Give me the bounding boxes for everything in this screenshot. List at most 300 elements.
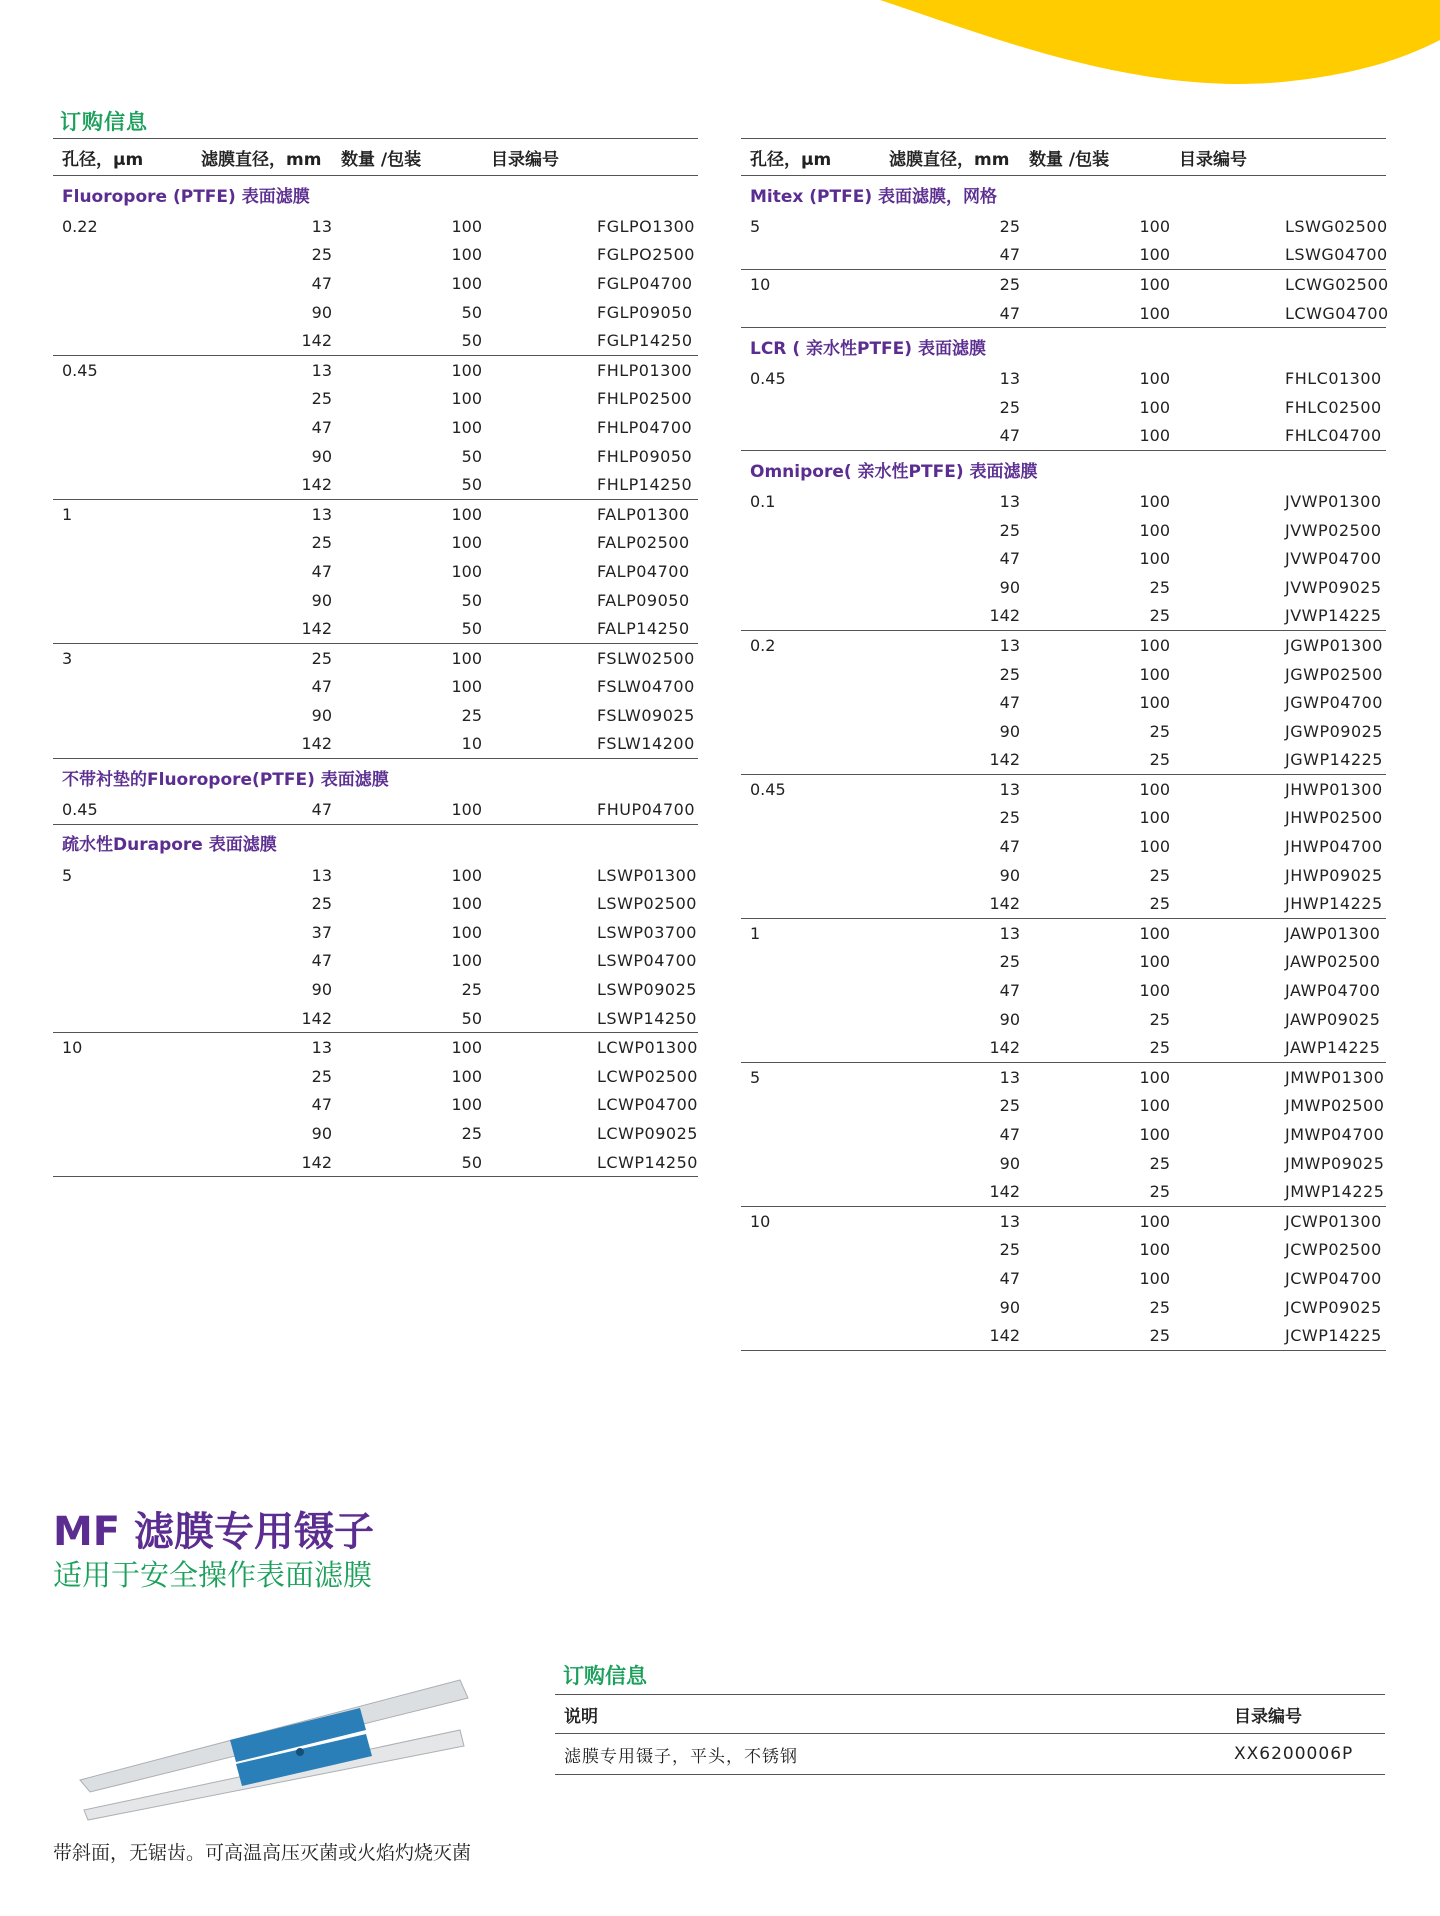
catalog-number-cell: JVWP02500 <box>1285 520 1382 540</box>
diameter-cell: 142 <box>192 1148 332 1177</box>
table-row <box>53 529 698 558</box>
table-row <box>53 1004 698 1033</box>
table-row <box>741 487 1386 516</box>
pore-size-cell: 10 <box>62 1038 83 1058</box>
table-row <box>53 730 698 759</box>
quantity-cell: 50 <box>461 302 482 322</box>
header-pore: 孔径，μm <box>741 139 880 176</box>
pore-size-cell <box>53 889 192 918</box>
quantity-cell: 100 <box>1139 397 1170 417</box>
diameter-cell: 13 <box>999 779 1020 799</box>
table-row <box>53 1091 698 1120</box>
diameter-cell: 13 <box>999 1211 1020 1231</box>
quantity-cell: 100 <box>1139 981 1170 1001</box>
quantity-cell: 100 <box>451 245 482 265</box>
diameter-cell: 25 <box>311 533 332 553</box>
quantity-cell: 100 <box>1020 299 1170 328</box>
table-row <box>741 717 1386 746</box>
table-row <box>741 212 1386 241</box>
diameter-cell: 90 <box>999 1009 1020 1029</box>
table-row <box>741 1063 1386 1092</box>
pore-size-cell <box>741 602 880 631</box>
pore-size-cell <box>741 1149 880 1178</box>
tweezer-description: 滤膜专用镊子，平头，不锈钢 <box>555 1734 1225 1775</box>
table-row <box>741 1033 1386 1062</box>
table-row <box>741 1321 1386 1350</box>
pore-size-cell <box>741 1293 880 1322</box>
catalog-number-cell: JAWP14225 <box>1170 1033 1386 1062</box>
pore-size-cell <box>53 413 192 442</box>
pore-size-cell: 0.1 <box>750 491 776 511</box>
pore-size-cell <box>53 975 192 1004</box>
pore-size-cell <box>741 299 880 328</box>
quantity-cell: 100 <box>451 273 482 293</box>
pore-size-cell: 0.45 <box>750 369 786 389</box>
pore-size-cell: 1 <box>750 923 761 943</box>
pore-size-cell <box>53 1148 192 1177</box>
quantity-cell: 100 <box>451 922 482 942</box>
table-row <box>53 1119 698 1148</box>
quantity-cell: 25 <box>461 980 482 1000</box>
left-table-column <box>53 138 698 1177</box>
diameter-cell: 47 <box>311 273 332 293</box>
catalog-number-cell: LCWP01300 <box>597 1038 698 1058</box>
header-diameter: 滤膜直径，mm <box>880 139 1020 176</box>
diameter-cell: 142 <box>192 730 332 759</box>
table-row <box>741 919 1386 948</box>
catalog-number-cell: FALP14250 <box>482 614 698 643</box>
diameter-cell: 90 <box>311 446 332 466</box>
catalog-number-cell: JCWP14225 <box>1170 1321 1386 1350</box>
quantity-cell: 100 <box>1139 952 1170 972</box>
catalog-number-cell: FSLW14200 <box>482 730 698 759</box>
diameter-cell: 142 <box>192 326 332 355</box>
right-order-table <box>741 138 1389 1351</box>
catalog-number-cell: JCWP09025 <box>1285 1297 1382 1317</box>
diameter-cell: 142 <box>880 602 1020 631</box>
diameter-cell: 90 <box>999 865 1020 885</box>
pore-size-cell <box>741 1264 880 1293</box>
table-row <box>741 516 1386 545</box>
quantity-cell: 100 <box>451 1066 482 1086</box>
left-order-table <box>53 138 698 1177</box>
catalog-number-cell: JGWP01300 <box>1285 635 1383 655</box>
diameter-cell: 47 <box>311 561 332 581</box>
quantity-cell: 100 <box>451 561 482 581</box>
quantity-cell: 25 <box>1020 889 1170 918</box>
product-family-row <box>741 176 1386 213</box>
quantity-cell: 25 <box>1020 1321 1170 1350</box>
table-row <box>741 241 1386 270</box>
quantity-cell: 100 <box>1139 779 1170 799</box>
pore-size-cell <box>53 470 192 499</box>
diameter-cell: 90 <box>311 1124 332 1144</box>
header-diameter: 滤膜直径，mm <box>192 139 332 176</box>
catalog-number-cell: FHLP14250 <box>482 470 698 499</box>
diameter-cell: 25 <box>999 952 1020 972</box>
product-family-name: 不带衬垫的Fluoropore(PTFE) 表面滤膜 <box>53 759 698 796</box>
quantity-cell: 25 <box>1149 865 1170 885</box>
quantity-cell: 100 <box>451 417 482 437</box>
product-family-name: LCR ( 亲水性PTFE) 表面滤膜 <box>741 328 1386 365</box>
catalog-number-cell: JGWP02500 <box>1285 664 1383 684</box>
table-row <box>53 470 698 499</box>
order-info-heading: 订购信息 <box>60 110 148 134</box>
diameter-cell: 47 <box>999 837 1020 857</box>
quantity-cell: 25 <box>1020 1033 1170 1062</box>
catalog-number-cell: FHUP04700 <box>482 795 698 824</box>
catalog-number-cell: JMWP14225 <box>1170 1177 1386 1206</box>
pore-size-cell <box>741 746 880 775</box>
diameter-cell: 47 <box>999 693 1020 713</box>
pore-size-cell <box>741 948 880 977</box>
table-row <box>53 499 698 528</box>
quantity-cell: 100 <box>451 894 482 914</box>
quantity-cell: 100 <box>1139 520 1170 540</box>
catalog-number-cell: FHLP04700 <box>597 417 693 437</box>
table-row <box>741 746 1386 775</box>
table-row <box>741 660 1386 689</box>
catalog-number-cell: JHWP14225 <box>1170 889 1386 918</box>
table-row <box>53 212 698 241</box>
diameter-cell: 142 <box>192 470 332 499</box>
diameter-cell: 142 <box>880 889 1020 918</box>
catalog-number-cell: FHLC01300 <box>1285 369 1382 389</box>
quantity-cell: 25 <box>1149 1009 1170 1029</box>
table-row <box>53 1148 698 1177</box>
table-row <box>741 688 1386 717</box>
product-family-name: Fluoropore (PTFE) 表面滤膜 <box>62 186 310 207</box>
diameter-cell: 90 <box>999 577 1020 597</box>
pore-size-cell: 0.45 <box>750 779 786 799</box>
table-row <box>53 643 698 672</box>
header-catalog: 目录编号 <box>1170 139 1386 176</box>
catalog-number-cell: FSLW02500 <box>597 648 695 668</box>
pore-size-cell <box>741 660 880 689</box>
diameter-cell: 90 <box>311 302 332 322</box>
catalog-number-cell: FHLP02500 <box>597 389 693 409</box>
table-row <box>741 804 1386 833</box>
quantity-cell: 100 <box>451 677 482 697</box>
catalog-number-cell: FHLP01300 <box>597 360 693 380</box>
pore-size-cell <box>741 832 880 861</box>
product-family-name: Omnipore( 亲水性PTFE) 表面滤膜 <box>741 451 1386 488</box>
product-family-row <box>53 759 698 796</box>
table-row <box>741 393 1386 422</box>
diameter-cell: 47 <box>880 241 1020 270</box>
header-description: 说明 <box>555 1695 1225 1734</box>
pore-size-cell <box>741 241 880 270</box>
table-row <box>53 1033 698 1062</box>
quantity-cell: 100 <box>1139 693 1170 713</box>
tweezer-caption: 带斜面，无锯齿。可高温高压灭菌或火焰灼烧灭菌 <box>53 1842 472 1864</box>
pore-size-cell <box>741 717 880 746</box>
catalog-number-cell: FGLP14250 <box>482 326 698 355</box>
quantity-cell: 50 <box>332 1004 482 1033</box>
diameter-cell: 25 <box>999 216 1020 236</box>
catalog-number-cell: JAWP02500 <box>1285 952 1381 972</box>
catalog-number-cell: FHLC04700 <box>1170 422 1386 451</box>
quantity-cell: 100 <box>1139 1240 1170 1260</box>
header-pore: 孔径，μm <box>53 139 192 176</box>
catalog-number-cell: LCWP02500 <box>597 1066 698 1086</box>
diameter-cell: 142 <box>880 746 1020 775</box>
quantity-cell: 100 <box>1139 808 1170 828</box>
catalog-number-cell: FGLPO2500 <box>597 245 695 265</box>
diameter-cell: 47 <box>999 1268 1020 1288</box>
diameter-cell: 47 <box>999 1125 1020 1145</box>
catalog-number-cell: JVWP04700 <box>1285 549 1382 569</box>
pore-size-cell <box>741 1033 880 1062</box>
product-family-row <box>741 328 1386 365</box>
catalog-number-cell: JHWP04700 <box>1285 837 1383 857</box>
catalog-number-cell: JAWP09025 <box>1285 1009 1381 1029</box>
pore-size-cell: 5 <box>62 865 73 885</box>
catalog-number-cell: FALP04700 <box>597 561 690 581</box>
table-row <box>53 355 698 384</box>
diameter-cell: 13 <box>311 216 332 236</box>
catalog-number-cell: JMWP02500 <box>1285 1096 1385 1116</box>
pore-size-cell <box>53 918 192 947</box>
table-row <box>741 1149 1386 1178</box>
tweezer-order-table <box>555 1694 1385 1775</box>
table-row <box>741 1293 1386 1322</box>
catalog-number-cell: JAWP04700 <box>1285 981 1381 1001</box>
header-quantity: 数量 /包装 <box>1020 139 1170 176</box>
diameter-cell: 142 <box>880 1177 1020 1206</box>
quantity-cell: 25 <box>1020 1177 1170 1206</box>
diameter-cell: 142 <box>192 614 332 643</box>
quantity-cell: 100 <box>451 648 482 668</box>
pore-size-cell <box>53 614 192 643</box>
pore-size-cell <box>53 673 192 702</box>
catalog-number-cell: FHLC02500 <box>1285 397 1382 417</box>
pore-size-cell: 10 <box>750 1211 771 1231</box>
diameter-cell: 25 <box>311 894 332 914</box>
quantity-cell: 100 <box>1139 1096 1170 1116</box>
pore-size-cell <box>741 804 880 833</box>
table-row <box>53 947 698 976</box>
left-table-body <box>53 176 698 1177</box>
diameter-cell: 25 <box>999 274 1020 294</box>
diameter-cell: 90 <box>311 590 332 610</box>
pore-size-cell <box>53 701 192 730</box>
tweezer-subtitle: 适用于安全操作表面滤膜 <box>53 1558 373 1592</box>
quantity-cell: 25 <box>461 705 482 725</box>
diameter-cell: 25 <box>999 1240 1020 1260</box>
tweezer-order-heading: 订购信息 <box>563 1664 647 1688</box>
quantity-cell: 50 <box>332 614 482 643</box>
table-row <box>741 832 1386 861</box>
quantity-cell: 100 <box>451 360 482 380</box>
diameter-cell: 90 <box>999 721 1020 741</box>
diameter-cell: 47 <box>311 677 332 697</box>
catalog-number-cell: LSWG02500 <box>1285 216 1388 236</box>
quantity-cell: 100 <box>1139 1067 1170 1087</box>
diameter-cell: 25 <box>311 1066 332 1086</box>
quantity-cell: 25 <box>1020 746 1170 775</box>
catalog-number-cell: FSLW09025 <box>597 705 695 725</box>
pore-size-cell <box>53 1004 192 1033</box>
product-family-row <box>53 176 698 213</box>
table-row <box>53 1062 698 1091</box>
quantity-cell: 100 <box>1139 491 1170 511</box>
pore-size-cell <box>741 1177 880 1206</box>
quantity-cell: 100 <box>451 951 482 971</box>
tweezer-image <box>60 1660 480 1830</box>
catalog-number-cell: JVWP09025 <box>1285 577 1382 597</box>
quantity-cell: 100 <box>1020 241 1170 270</box>
quantity-cell: 100 <box>451 216 482 236</box>
pore-size-cell: 3 <box>62 648 73 668</box>
table-row <box>741 1264 1386 1293</box>
quantity-cell: 100 <box>451 533 482 553</box>
catalog-number-cell: LSWP14250 <box>482 1004 698 1033</box>
catalog-number-cell: JVWP01300 <box>1285 491 1382 511</box>
pore-size-cell: 5 <box>750 216 761 236</box>
diameter-cell: 90 <box>311 705 332 725</box>
table-row <box>741 1177 1386 1206</box>
pore-size-cell <box>53 947 192 976</box>
diameter-cell: 25 <box>999 808 1020 828</box>
diameter-cell: 47 <box>192 795 332 824</box>
table-row <box>741 1120 1386 1149</box>
quantity-cell: 50 <box>332 470 482 499</box>
quantity-cell: 50 <box>461 590 482 610</box>
tweezer-catalog-number: XX6200006P <box>1225 1734 1385 1775</box>
catalog-number-cell: JAWP01300 <box>1285 923 1381 943</box>
diameter-cell: 25 <box>311 245 332 265</box>
catalog-number-cell: FHLP09050 <box>597 446 693 466</box>
pore-size-cell <box>53 730 192 759</box>
catalog-number-cell: JCWP01300 <box>1285 1211 1382 1231</box>
pore-size-cell <box>741 393 880 422</box>
header-quantity: 数量 /包装 <box>332 139 482 176</box>
quantity-cell: 50 <box>461 446 482 466</box>
catalog-number-cell: LSWP04700 <box>597 951 697 971</box>
catalog-number-cell: JGWP09025 <box>1285 721 1383 741</box>
quantity-cell: 100 <box>1139 1125 1170 1145</box>
table-row <box>53 269 698 298</box>
table-row <box>741 270 1386 299</box>
pore-size-cell: 0.2 <box>750 635 776 655</box>
pore-size-cell <box>741 1092 880 1121</box>
diameter-cell: 25 <box>999 520 1020 540</box>
diameter-cell: 90 <box>311 980 332 1000</box>
table-header-row <box>555 1695 1385 1734</box>
table-row <box>741 889 1386 918</box>
catalog-number-cell: FGLPO1300 <box>597 216 695 236</box>
table-row <box>53 298 698 327</box>
pore-size-cell <box>741 1120 880 1149</box>
product-family-name: 疏水性Durapore 表面滤膜 <box>53 824 698 861</box>
table-row <box>53 889 698 918</box>
pore-size-cell <box>741 422 880 451</box>
quantity-cell: 100 <box>1139 549 1170 569</box>
diameter-cell: 37 <box>311 922 332 942</box>
table-row <box>741 976 1386 1005</box>
pore-size-cell <box>741 976 880 1005</box>
pore-size-cell <box>53 1119 192 1148</box>
table-row <box>741 1005 1386 1034</box>
table-row <box>741 544 1386 573</box>
diameter-cell: 13 <box>311 504 332 524</box>
diameter-cell: 47 <box>880 422 1020 451</box>
diameter-cell: 13 <box>311 1038 332 1058</box>
diameter-cell: 13 <box>999 923 1020 943</box>
catalog-number-cell: LSWG04700 <box>1170 241 1386 270</box>
quantity-cell: 100 <box>1139 1211 1170 1231</box>
pore-size-cell <box>53 529 192 558</box>
diameter-cell: 25 <box>999 1096 1020 1116</box>
catalog-number-cell: JGWP14225 <box>1170 746 1386 775</box>
table-row <box>741 775 1386 804</box>
table-row <box>53 795 698 824</box>
table-row <box>741 948 1386 977</box>
diameter-cell: 90 <box>999 1297 1020 1317</box>
right-table-column <box>741 138 1389 1351</box>
catalog-number-cell: JHWP02500 <box>1285 808 1383 828</box>
table-row <box>53 442 698 471</box>
table-row <box>53 326 698 355</box>
quantity-cell: 25 <box>1149 1153 1170 1173</box>
catalog-number-cell: JVWP14225 <box>1170 602 1386 631</box>
pore-size-cell: 1 <box>62 504 73 524</box>
table-row <box>741 1207 1386 1236</box>
quantity-cell: 100 <box>451 1095 482 1115</box>
table-row <box>53 701 698 730</box>
table-row <box>53 241 698 270</box>
diameter-cell: 25 <box>999 664 1020 684</box>
catalog-number-cell: LCWP09025 <box>597 1124 698 1144</box>
diameter-cell: 47 <box>311 951 332 971</box>
diameter-cell: 90 <box>999 1153 1020 1173</box>
diameter-cell: 142 <box>192 1004 332 1033</box>
pore-size-cell <box>741 688 880 717</box>
quantity-cell: 50 <box>332 326 482 355</box>
quantity-cell: 100 <box>1139 1268 1170 1288</box>
quantity-cell: 25 <box>1149 1297 1170 1317</box>
table-row <box>53 918 698 947</box>
product-family-row <box>741 451 1386 488</box>
pore-size-cell <box>53 442 192 471</box>
quantity-cell: 25 <box>1020 602 1170 631</box>
pore-size-cell <box>53 1091 192 1120</box>
pore-size-cell <box>741 516 880 545</box>
quantity-cell: 10 <box>332 730 482 759</box>
catalog-number-cell: LCWP14250 <box>482 1148 698 1177</box>
quantity-cell: 100 <box>451 504 482 524</box>
pore-size-cell: 0.45 <box>62 360 98 380</box>
table-row <box>53 586 698 615</box>
catalog-number-cell: FALP02500 <box>597 533 690 553</box>
catalog-number-cell: JMWP01300 <box>1285 1067 1385 1087</box>
diameter-cell: 142 <box>880 1321 1020 1350</box>
table-header-row <box>741 139 1386 176</box>
quantity-cell: 100 <box>1139 274 1170 294</box>
pore-size-cell <box>53 557 192 586</box>
catalog-number-cell: FGLP09050 <box>597 302 693 322</box>
table-row <box>741 1236 1386 1265</box>
pore-size-cell <box>741 861 880 890</box>
catalog-number-cell: FGLP04700 <box>597 273 693 293</box>
catalog-number-cell: JHWP01300 <box>1285 779 1383 799</box>
table-row <box>53 413 698 442</box>
quantity-cell: 100 <box>332 795 482 824</box>
diameter-cell: 25 <box>311 648 332 668</box>
table-row <box>741 573 1386 602</box>
catalog-number-cell: LSWP09025 <box>597 980 697 1000</box>
